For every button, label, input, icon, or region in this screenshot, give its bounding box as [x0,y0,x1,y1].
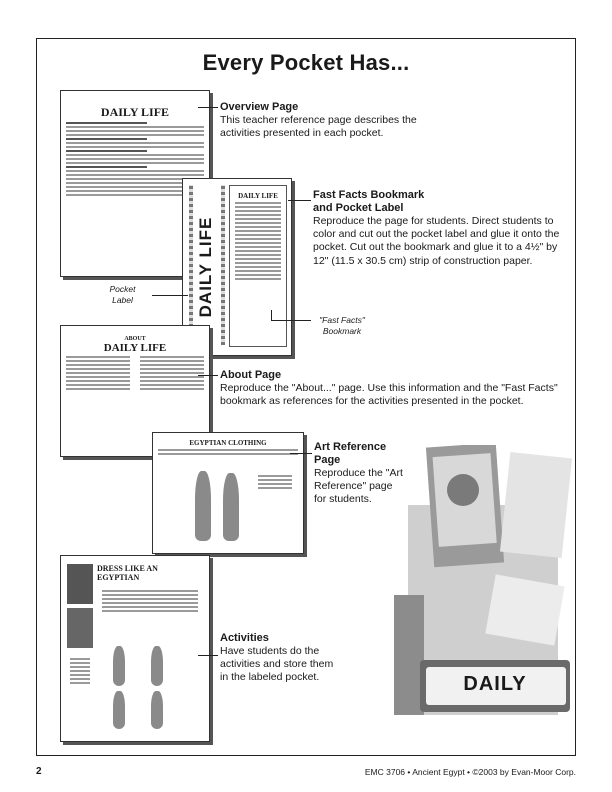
pocket-photo [390,445,576,720]
leader-line [271,320,311,321]
page-number: 2 [36,766,42,777]
art-reference-thumbnail [152,432,304,554]
overview-heading: Overview Page [220,101,299,113]
leader-line [271,310,272,320]
overview-body: This teacher reference page describes the activities presented in each pocket. [220,114,417,140]
art-heading: Art Reference Page [314,441,387,466]
fast-facts-heading: Fast Facts Bookmark and Pocket Label [313,189,425,214]
about-thumb-title: DAILY LIFE [103,342,167,354]
leader-line [290,453,312,454]
bookmark-thumb-title: DAILY LIFE [238,192,278,200]
art-thumb-title: EGYPTIAN CLOTHING [189,439,267,447]
pocket-label-thumb-title: DAILY LIFE [196,216,215,318]
photo-pocket-label: DAILY [463,673,527,695]
egyptian-figure-icon [223,473,239,541]
art-body: Reproduce the "Art Reference" page for students. [314,467,403,506]
page-title: Every Pocket Has... [202,50,410,75]
pocket-label-caption: Pocket Label [109,284,136,305]
activity-page-thumbnail [60,555,210,742]
leader-line [288,200,311,201]
about-thumb-small: ABOUT [124,336,146,342]
about-heading: About Page [220,369,282,381]
activities-heading: Activities [220,632,269,644]
egyptian-figure-icon [195,471,211,541]
activities-body: Have students do the activities and store them in the labeled pocket. [220,645,334,684]
fast-facts-body: Reproduce the page for students. Direct students to color and cut out the pocket label and glue it onto the pocket. Cut out the bookmark and glue it to a 4½" by 12" (11.5 x 30.5 cm) strip of construction paper. [313,215,560,267]
footer-credit: EMC 3706 • Ancient Egypt • ©2003 by Evan-Moor Corp. [364,767,576,777]
dress-thumb-title: DRESS LIKE AN EGYPTIAN [97,564,158,582]
overview-thumb-title: DAILY LIFE [100,105,170,119]
bookmark-caption: "Fast Facts" Bookmark [319,315,365,336]
leader-line [198,375,218,376]
leader-line [198,107,218,108]
leader-line [152,295,188,296]
leader-line [198,655,218,656]
about-body: Reproduce the "About..." page. Use this information and the "Fast Facts" bookmark as references for the activities presented in the pocket. [220,382,558,408]
